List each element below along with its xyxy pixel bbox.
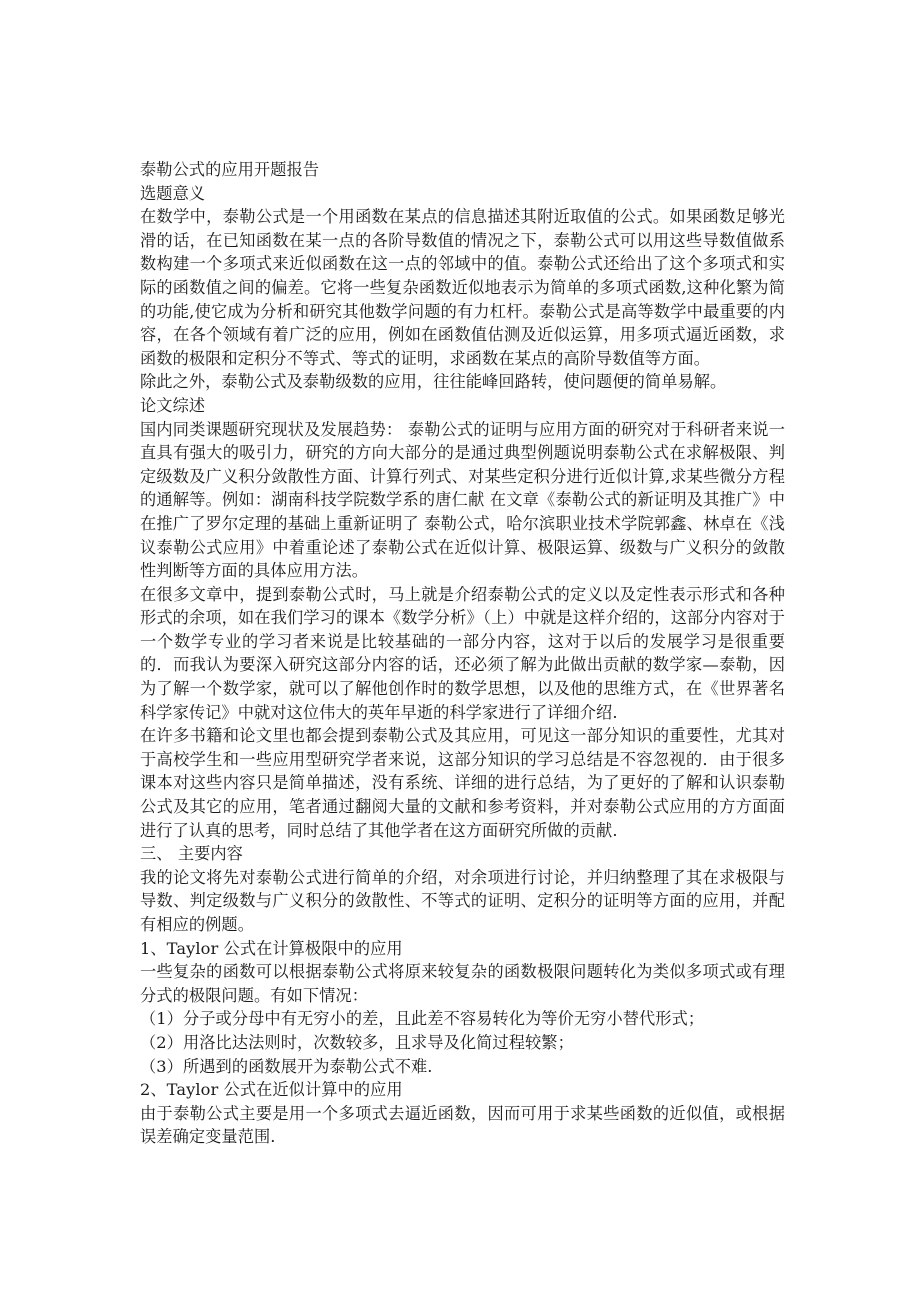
section-heading-significance: 选题意义 bbox=[140, 183, 206, 203]
paragraph-significance-1: 在数学中，泰勒公式是一个用函数在某点的信息描述其附近取值的公式。如果函数足够光滑的话，在已知函数在某一点的各阶导数值的情况之下，泰勒公式可以用这些导数值做系数构建一个多项式来近似函数在这一点的邻域中的值。泰勒公式还给出了这个多项式和实际的函数值之间的偏差。它将一些复杂函数近似地表示为简单的多项式函数,这种化繁为简的功能,使它成为分析和研究其他数学问题的有力杠杆。泰勒公式是高等数学中最重要的内容，在各个领域有着广泛的应用，例如在函数值估测及近似运算，用多项式逼近函数，求函数的极限和定积分不等式、等式的证明，求函数在某点的高阶导数值等方面。 bbox=[140, 207, 785, 368]
subsection-heading-approximation: 2、Taylor 公式在近似计算中的应用 bbox=[140, 1080, 403, 1100]
paragraph-significance-2: 除此之外，泰勒公式及泰勒级数的应用，往往能峰回路转，使问题便的简单易解。 bbox=[140, 372, 727, 392]
list-item-2: （2）用洛比达法则时，次数较多，且求导及化简过程较繁； bbox=[140, 1032, 574, 1052]
paragraph-review-2: 在很多文章中，提到泰勒公式时，马上就是介绍泰勒公式的定义以及定性表示形式和各种形式的余项，如在我们学习的课本《数学分析》（上）中就是这样介绍的，这部分内容对于一个数学专业的学习者来说是比较基础的一部分内容，这对于以后的发展学习是很重要的．而我认为要深入研究这部分内容的话，还必须了解为此做出贡献的数学家—泰勒，因为了解一个数学家，就可以了解他创作时的数学思想，以及他的思维方式，在《世界著名科学家传记》中就对这位伟大的英年早逝的科学家进行了详细介绍. bbox=[140, 584, 785, 722]
paragraph-main-content: 我的论文将先对泰勒公式进行简单的介绍，对余项进行讨论，并归纳整理了其在求极限与导数、判定级数与广义积分的敛散性、不等式的证明、定积分的证明等方面的应用，并配有相应的例题。 bbox=[140, 867, 785, 934]
document-body bbox=[140, 158, 785, 1149]
section-heading-main-content: 三、 主要内容 bbox=[140, 844, 243, 864]
subsection-heading-limits: 1、Taylor 公式在计算极限中的应用 bbox=[140, 938, 403, 958]
paragraph-review-1: 国内同类课题研究现状及发展趋势： 泰勒公式的证明与应用方面的研究对于科研者来说一直具有强大的吸引力，研究的方向大部分的是通过典型例题说明泰勒公式在求解极限、判定级数及广义积分敛散性方面、计算行列式、对某些定积分进行近似计算,求某些微分方程的通解等。例如：湖南科技学院数学系的唐仁献 在文章《泰勒公式的新证明及其推广》中在推广了罗尔定理的基础上重新证明了 泰勒公式，哈尔滨职业技术学院郭鑫、林卓在《浅议泰勒公式应用》中着重论述了泰勒公式在近似计算、极限运算、级数与广义积分的敛散性判断等方面的具体应用方法。 bbox=[140, 419, 785, 581]
list-item-1: （1）分子或分母中有无穷小的差，且此差不容易转化为等价无穷小替代形式； bbox=[140, 1009, 705, 1029]
paragraph-review-3: 在许多书籍和论文里也都会提到泰勒公式及其应用，可见这一部分知识的重要性，尤其对于高校学生和一些应用型研究学者来说，这部分知识的学习总结是不容忽视的．由于很多课本对这些内容只是简单描述，没有系统、详细的进行总结，为了更好的了解和认识泰勒公式及其它的应用，笔者通过翻阅大量的文献和参考资料，并对泰勒公式应用的方方面面进行了认真的思考，同时总结了其他学者在这方面研究所做的贡献. bbox=[140, 726, 785, 840]
paragraph-approximation: 由于泰勒公式主要是用一个多项式去逼近函数，因而可用于求某些函数的近似值，或根据误差确定变量范围. bbox=[140, 1103, 785, 1147]
paragraph-limits: 一些复杂的函数可以根据泰勒公式将原来较复杂的函数极限问题转化为类似多项式或有理分式的极限问题。有如下情况： bbox=[140, 962, 785, 1005]
section-heading-review: 论文综述 bbox=[140, 395, 206, 415]
list-item-3: （3）所遇到的函数展开为泰勒公式不难. bbox=[140, 1056, 433, 1076]
document-title: 泰勒公式的应用开题报告 bbox=[140, 160, 320, 179]
